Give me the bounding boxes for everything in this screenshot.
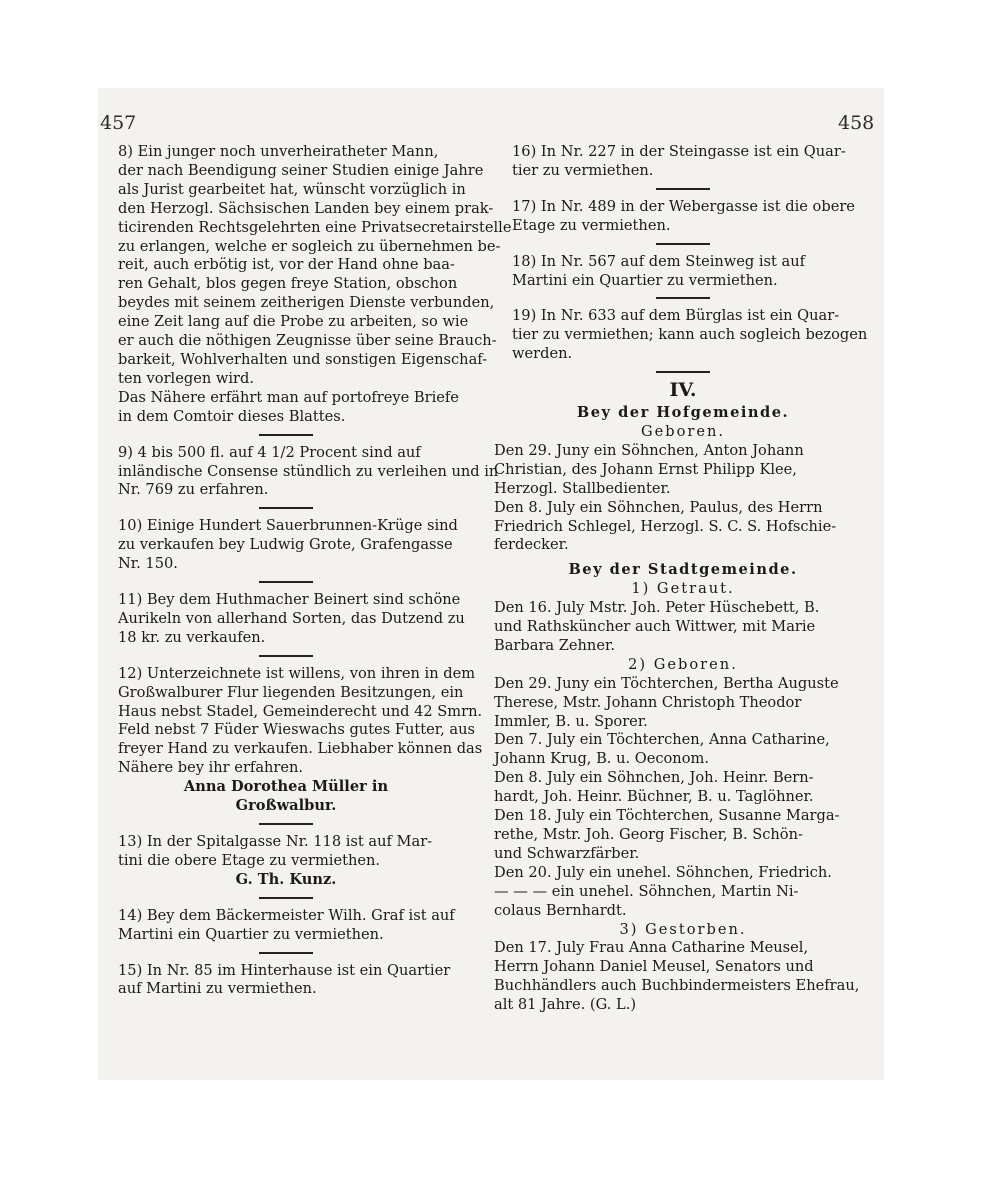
text-line: tier zu vermiethen; kann auch sogleich bezogen (512, 326, 868, 344)
text-line: Martini ein Quartier zu vermiethen. (512, 271, 778, 289)
text-line: 8) Ein junger noch unverheiratheter Mann, (118, 143, 439, 160)
text-line: reit, auch erbötig ist, vor der Hand ohne baa- (118, 256, 455, 274)
text-line: Immler, B. u. Sporer. (494, 712, 648, 730)
separator-rule (656, 188, 710, 190)
separator-rule (259, 897, 313, 899)
text-line: 19) In Nr. 633 auf dem Bürglas ist ein Quar- (512, 307, 840, 325)
text-line: ticirenden Rechtsgelehrten eine Privatsecretairstelle (118, 218, 512, 236)
subheading-gestorben: 3) Gestorben. (619, 920, 747, 938)
text-line: ren Gehalt, blos gegen freye Station, obschon (118, 275, 458, 293)
notice-8 (100, 143, 512, 427)
subheading-getraut: 1) Getraut. (631, 580, 735, 598)
text-line: auf Martini zu vermiethen. (118, 980, 317, 998)
text-line: Nr. 769 zu erfahren. (118, 481, 269, 499)
text-line: Den 20. July ein unehel. Söhnchen, Friedrich. (494, 863, 832, 881)
text-line: Den 17. July Frau Anna Catharine Meusel, (494, 939, 809, 957)
register-entry (494, 675, 872, 732)
text-line: Nähere bey ihr erfahren. (118, 759, 304, 777)
text-line: werden. (512, 345, 573, 363)
separator-rule (259, 434, 313, 436)
separator-rule (656, 371, 710, 373)
subheading-geboren: 2) Geboren. (628, 655, 738, 673)
separator-rule (259, 581, 313, 583)
text-line: alt 81 Jahre. (G. L.) (494, 996, 637, 1014)
text-line: 17) In Nr. 489 in der Webergasse ist die obere (512, 197, 855, 215)
text-line: ferdecker. (494, 536, 569, 554)
notice-17 (494, 198, 872, 236)
notice-13 (100, 833, 472, 871)
register-entry (494, 442, 872, 499)
text-line: Anna Dorothea Müller in (183, 778, 389, 796)
text-line: Den 29. Juny ein Söhnchen, Anton Johann (494, 441, 804, 459)
separator-rule (259, 507, 313, 509)
text-line: Den 8. July ein Söhnchen, Paulus, des Herrn (494, 498, 823, 516)
separator-rule (259, 823, 313, 825)
text-line: beydes mit seinem zeitherigen Dienste verbunden, (118, 294, 495, 312)
text-line: G. Th. Kunz. (235, 870, 337, 888)
register-entry (494, 864, 872, 883)
notice-9 (100, 443, 499, 501)
text-line: Johann Krug, B. u. Oeconom. (494, 750, 709, 768)
text-line: 18 kr. zu verkaufen. (118, 628, 266, 646)
text-line: Den 7. July ein Töchterchen, Anna Catharine, (494, 731, 830, 749)
text-line: zu erlangen, welche er sogleich zu übernehmen be- (118, 237, 501, 255)
register-entry (494, 807, 872, 864)
separator-rule (259, 952, 313, 954)
text-line: 9) 4 bis 500 fl. auf 4 1/2 Procent sind auf (118, 443, 421, 461)
text-line: Therese, Mstr. Johann Christoph Theodor (494, 693, 802, 711)
text-line: Feld nebst 7 Füder Wieswachs gutes Futter, aus (118, 721, 475, 739)
text-line: Herzogl. Stallbedienter. (494, 479, 671, 497)
text-line: Buchhändlers auch Buchbindermeisters Ehefrau, (494, 977, 860, 995)
notice-16 (494, 143, 872, 181)
notice-15 (100, 962, 472, 1000)
text-line: colaus Bernhardt. (494, 901, 627, 919)
text-line: Nr. 150. (118, 555, 178, 573)
notice-19 (494, 307, 872, 364)
text-line: 10) Einige Hundert Sauerbrunnen-Krüge sind (118, 517, 458, 535)
separator-rule (656, 297, 710, 299)
text-line: 18) In Nr. 567 auf dem Steinweg ist auf (512, 252, 806, 270)
text-line: als Jurist gearbeitet hat, wünscht vorzüglich in (118, 180, 466, 198)
register-entry (494, 769, 872, 807)
text-line: 14) Bey dem Bäckermeister Wilh. Graf ist auf (118, 906, 455, 924)
text-line: Etage zu vermiethen. (512, 216, 671, 234)
text-line: tini die obere Etage zu vermiethen. (118, 851, 381, 869)
text-line: Herrn Johann Daniel Meusel, Senators und (494, 958, 814, 976)
register-entry (494, 599, 872, 656)
text-line: tier zu vermiethen. (512, 161, 654, 179)
text-line: Den 8. July ein Söhnchen, Joh. Heinr. Bern- (494, 769, 814, 787)
text-line: freyer Hand zu verkaufen. Liebhaber können das (118, 740, 483, 758)
register-entry (494, 499, 872, 556)
register-entry (494, 731, 872, 769)
text-line: ten vorlegen wird. (118, 369, 254, 387)
text-line: in dem Comtoir dieses Blattes. (118, 407, 346, 425)
text-line: Christian, des Johann Ernst Philipp Klee, (494, 460, 797, 478)
text-line: Den 16. July Mstr. Joh. Peter Hüschebett, B. (494, 599, 820, 617)
text-line: zu verkaufen bey Ludwig Grote, Grafengasse (118, 536, 453, 554)
text-line: inländische Consense stündlich zu verleihen und in (118, 462, 499, 480)
signature (100, 871, 472, 890)
notice-10 (100, 517, 472, 574)
section-numeral: IV. (669, 379, 697, 402)
separator-rule (656, 243, 710, 245)
text-line: 15) In Nr. 85 im Hinterhause ist ein Quartier (118, 961, 451, 979)
text-line: und Rathsküncher auch Wittwer, mit Marie (494, 618, 816, 636)
text-line: Den 29. Juny ein Töchterchen, Bertha Auguste (494, 674, 839, 692)
text-line: 11) Bey dem Huthmacher Beinert sind schöne (118, 591, 461, 609)
text-line: Barbara Zehner. (494, 636, 615, 654)
notice-12 (100, 664, 483, 778)
text-line: rethe, Mstr. Joh. Georg Fischer, B. Schön- (494, 826, 803, 843)
text-line: Aurikeln von allerhand Sorten, das Dutzend zu (118, 609, 465, 627)
text-line: und Schwarzfärber. (494, 844, 640, 862)
text-line: Großwalbur. (235, 797, 337, 815)
text-line: Den 18. July ein Töchterchen, Susanne Marga- (494, 807, 840, 825)
text-line: Haus nebst Stadel, Gemeinderecht und 42 Smrn. (118, 702, 483, 720)
left-column (100, 143, 512, 999)
text-line: der nach Beendigung seiner Studien einige Jahre (118, 161, 484, 179)
register-entry (494, 883, 872, 921)
subheading-geboren: Geboren. (640, 422, 726, 440)
section-heading-stadt: Bey der Stadtgemeinde. (568, 561, 798, 579)
notice-14 (100, 907, 472, 945)
text-line: eine Zeit lang auf die Probe zu arbeiten, so wie (118, 313, 469, 331)
text-line: Friedrich Schlegel, Herzogl. S. C. S. Hofschie- (494, 517, 837, 535)
text-line: Martini ein Quartier zu vermiethen. (118, 925, 384, 943)
text-line: 16) In Nr. 227 in der Steingasse ist ein Quar- (512, 143, 846, 160)
register-entry (494, 939, 872, 1015)
notice-11 (100, 591, 472, 648)
text-line: — — — ein unehel. Söhnchen, Martin Ni- (494, 882, 799, 900)
page-number-right: 458 (838, 112, 875, 134)
text-line: den Herzogl. Sächsischen Landen bey einem prak- (118, 199, 494, 217)
notice-18 (494, 253, 872, 291)
text-line: 13) In der Spitalgasse Nr. 118 ist auf Mar- (118, 833, 433, 850)
separator-rule (259, 655, 313, 657)
signature (100, 778, 472, 816)
text-line: 12) Unterzeichnete ist willens, von ihren in dem (118, 664, 476, 682)
text-line: Das Nähere erfährt man auf portofreye Briefe (118, 388, 459, 406)
right-column (494, 143, 872, 1015)
section-heading-hof: Bey der Hofgemeinde. (576, 404, 790, 422)
text-line: hardt, Joh. Heinr. Büchner, B. u. Taglöhner. (494, 788, 814, 806)
text-line: Großwalburer Flur liegenden Besitzungen, ein (118, 683, 464, 701)
text-line: barkeit, Wohlverhalten und sonstigen Eigenschaf- (118, 350, 488, 368)
text-line: er auch die nöthigen Zeugnisse über seine Brauch- (118, 332, 497, 350)
page-number-left: 457 (100, 112, 137, 134)
